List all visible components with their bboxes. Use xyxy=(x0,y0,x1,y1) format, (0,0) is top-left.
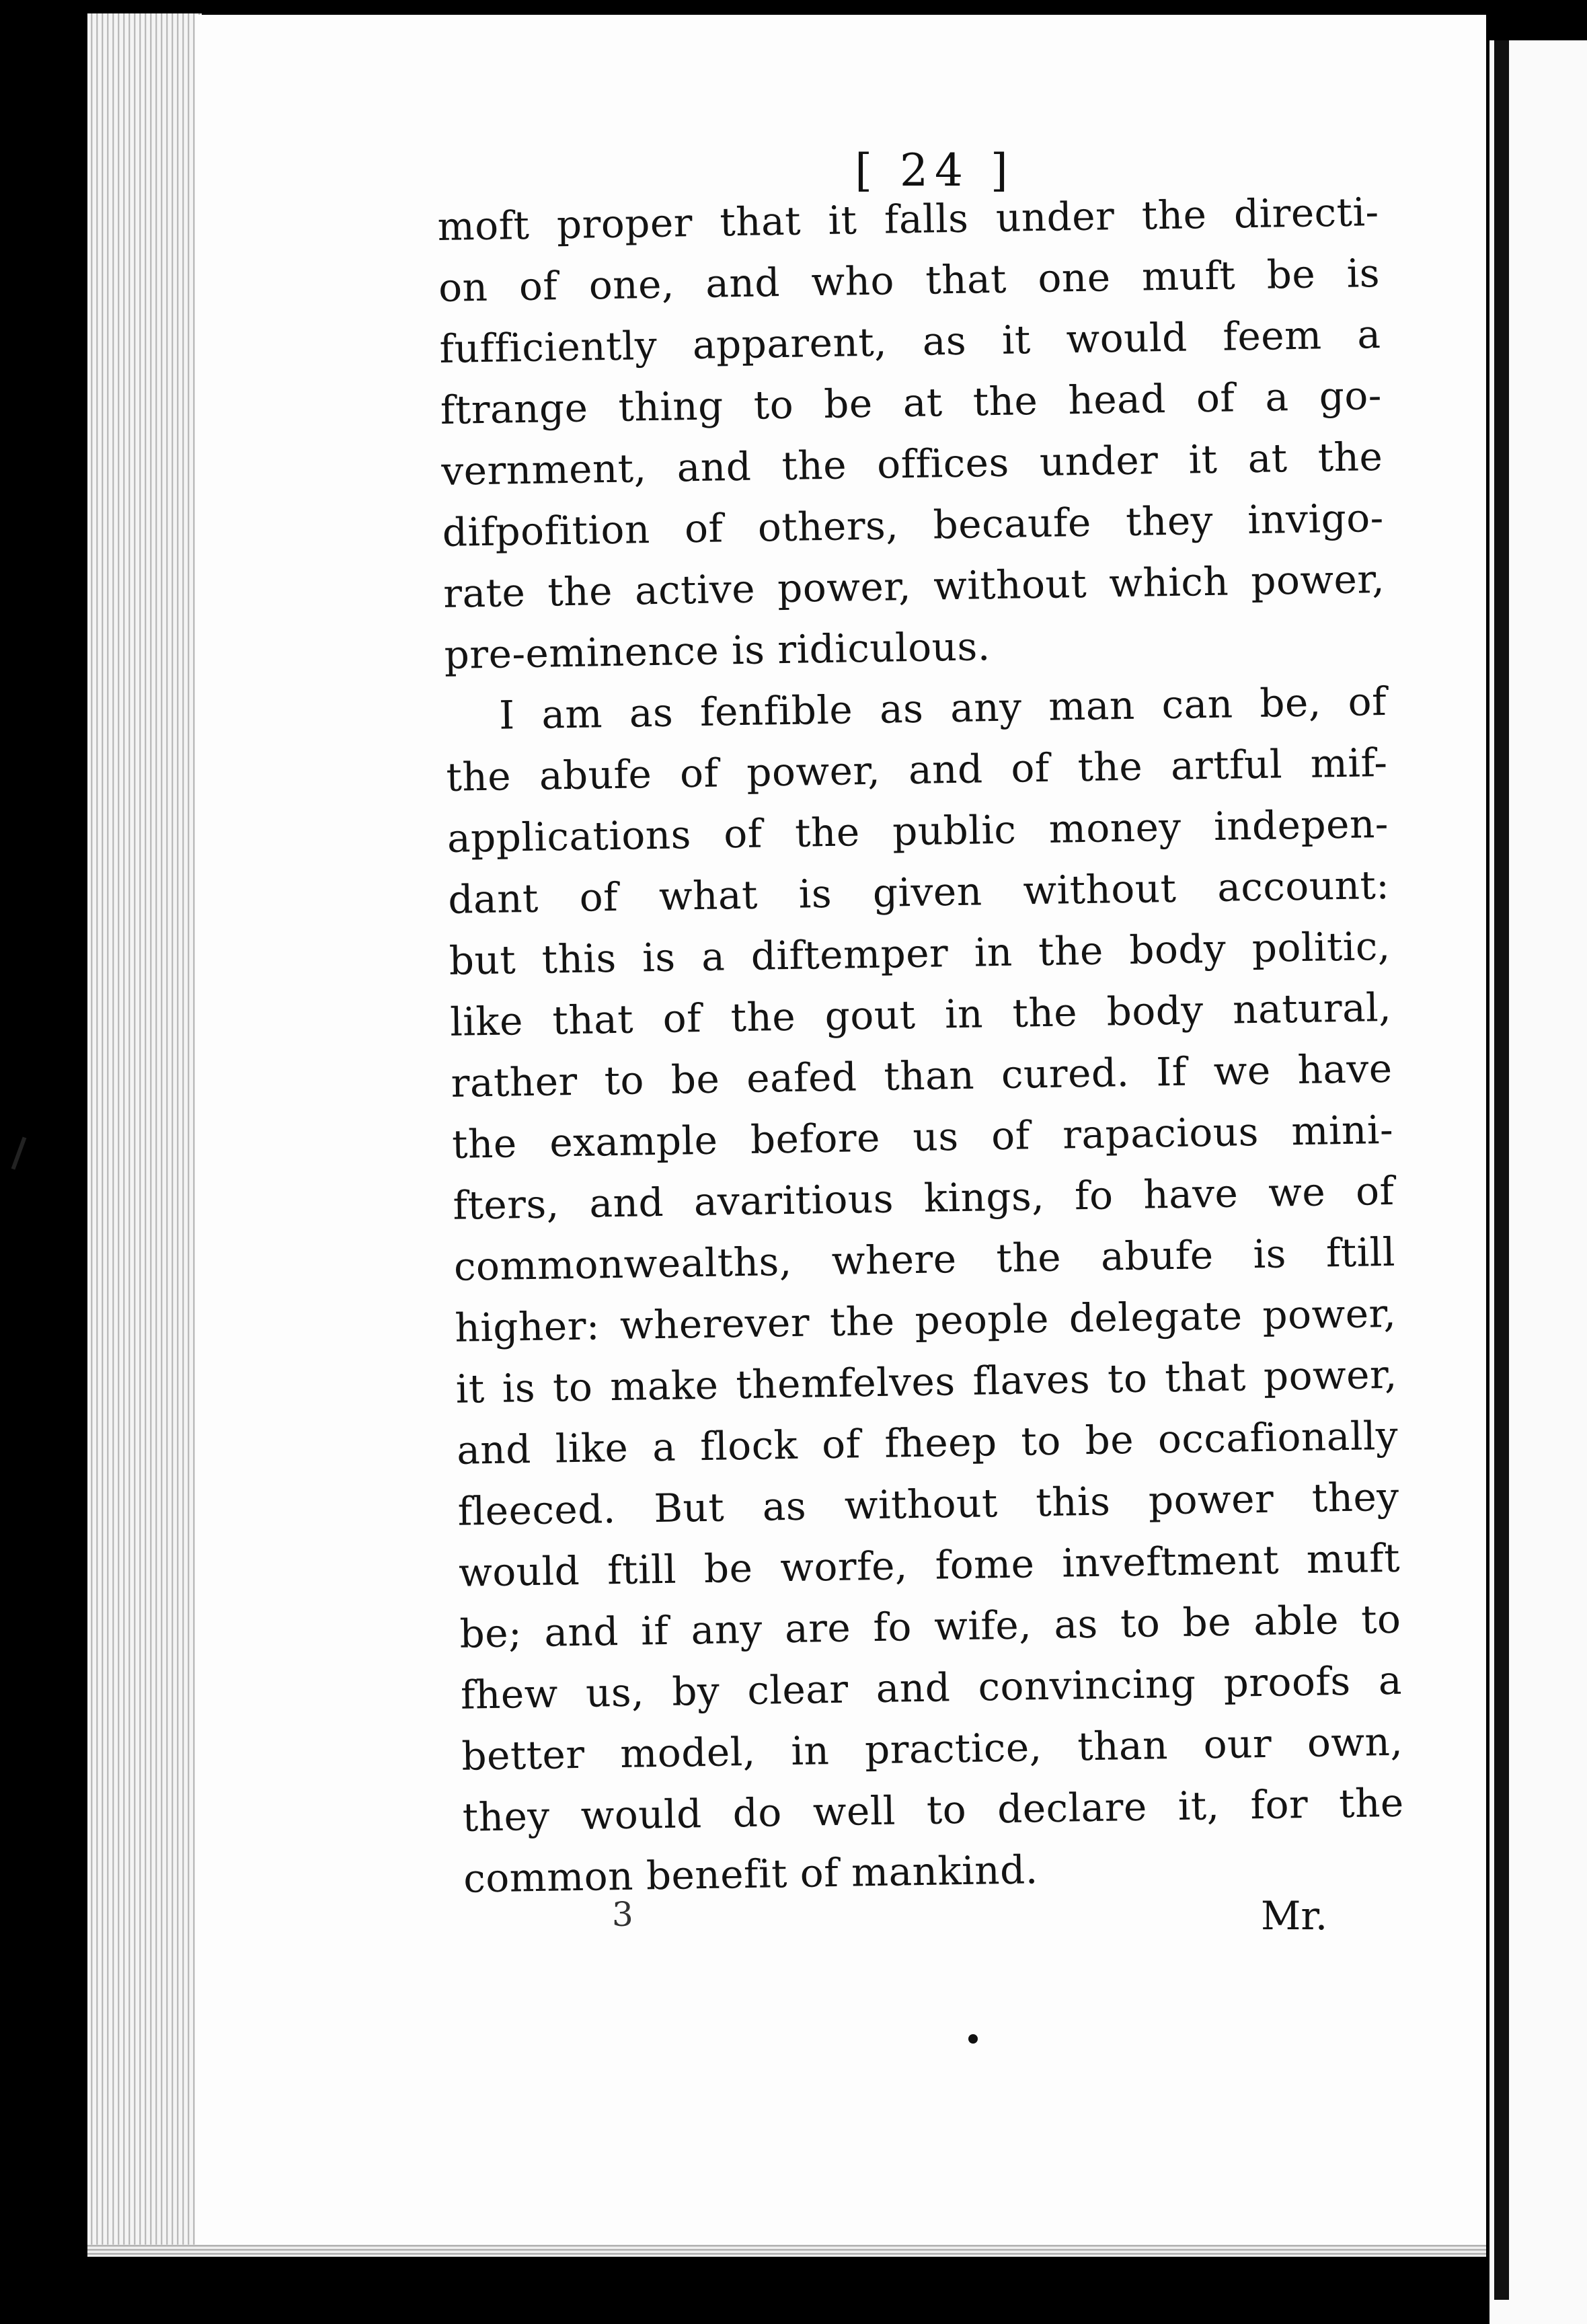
text-line: common benefit of mankind. xyxy=(463,1847,1039,1902)
ink-speck xyxy=(968,2034,978,2044)
text-line: commonwealths, where the abufe is ftill xyxy=(453,1229,1396,1290)
catchword: Mr. xyxy=(1261,1893,1328,1939)
text-line: would ftill be worfe, fome inveftment muft xyxy=(458,1535,1401,1596)
text-line: better model, in practice, than our own, xyxy=(461,1718,1403,1779)
text-line: like that of the gout in the body natural, xyxy=(449,984,1392,1045)
text-line: it is to make themfelves flaves to that power, xyxy=(455,1351,1398,1412)
text-line: I am as fenfible as any man can be, of xyxy=(498,678,1387,738)
text-line: pre-eminence is ridiculous. xyxy=(444,623,991,678)
text-line: fufficiently apparent, as it would feem a xyxy=(439,311,1381,372)
text-line: the example before us of rapacious mini- xyxy=(451,1106,1394,1167)
text-line: higher: wherever the people delegate power, xyxy=(454,1290,1397,1351)
text-line: and like a flock of fheep to be occafionally xyxy=(456,1412,1399,1473)
text-line: ftrange thing to be at the head of a go- xyxy=(440,372,1383,433)
text-line: the abufe of power, and of the artful mif- xyxy=(446,739,1388,800)
text-line: fhew us, by clear and convincing proofs a xyxy=(460,1657,1403,1718)
text-line: fters, and avaritious kings, fo have we of xyxy=(453,1167,1395,1229)
body-text xyxy=(437,182,1405,1910)
text-line: moft proper that it falls under the directi- xyxy=(437,189,1380,249)
page-bottom-edge xyxy=(87,2245,1486,2257)
page-edge-stack xyxy=(87,13,202,2253)
text-line: vernment, and the offices under it at the xyxy=(440,433,1383,494)
text-line: they would do well to declare it, for the xyxy=(462,1779,1405,1841)
text-line: dant of what is given without account: xyxy=(447,861,1390,923)
text-line: applications of the public money indepen- xyxy=(447,800,1389,861)
text-line: but this is a diftemper in the body politic, xyxy=(449,923,1391,984)
text-line: rate the active power, without which power, xyxy=(442,555,1385,617)
text-line: difpofition of others, becaufe they invigo- xyxy=(442,494,1385,555)
signature-mark: 3 xyxy=(612,1895,633,1934)
gutter-shadow xyxy=(1494,40,1509,2300)
text-line: rather to be eafed than cured. If we have xyxy=(451,1045,1393,1106)
text-line: fleeced. But as without this power they xyxy=(457,1473,1400,1535)
page-number: [ 24 ] xyxy=(855,145,1015,196)
margin-mark xyxy=(11,1136,27,1169)
text-line: on of one, and who that one muft be is xyxy=(438,249,1381,311)
text-line: be; and if any are fo wife, as to be able to xyxy=(459,1596,1401,1657)
